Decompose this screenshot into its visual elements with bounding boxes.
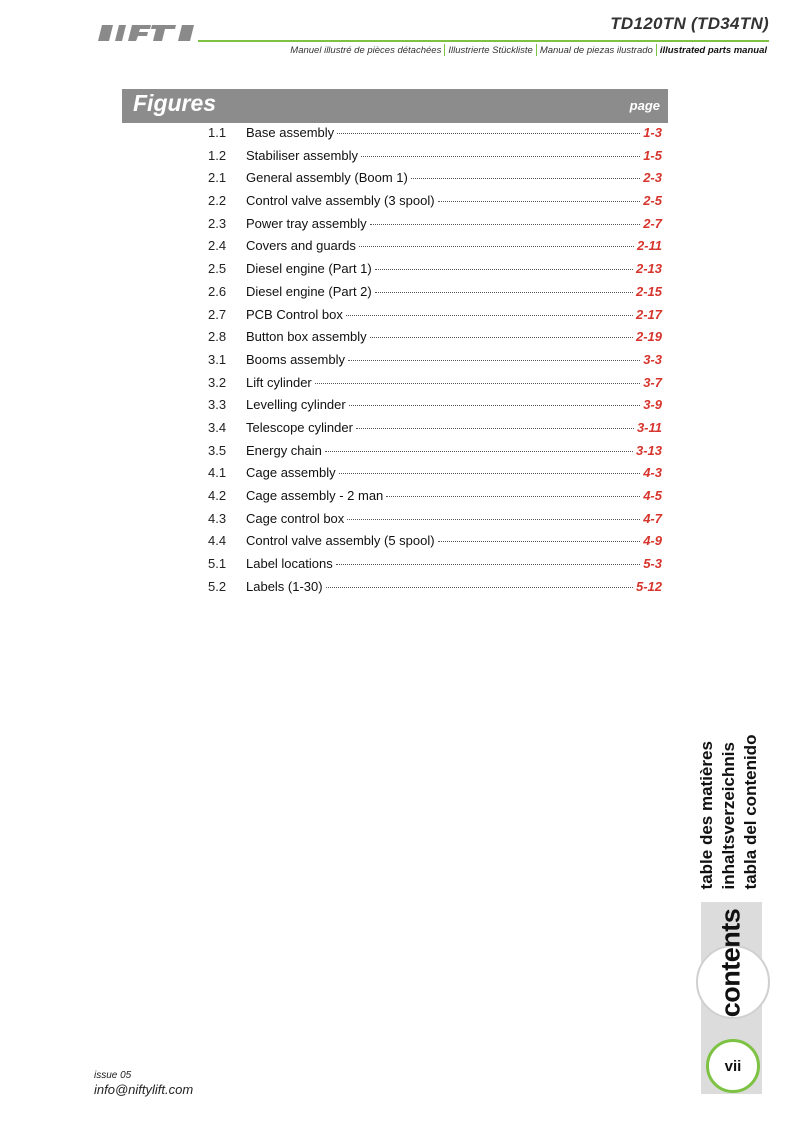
dot-leader <box>347 519 640 520</box>
figure-title: Base assembly <box>246 125 335 140</box>
figure-page-link[interactable]: 2-11 <box>636 238 662 254</box>
figure-title: Lift cylinder <box>246 374 312 390</box>
figure-number: 5.2 <box>208 578 227 594</box>
dot-leader <box>370 337 633 338</box>
figure-title: Labels (1-30) <box>246 578 323 594</box>
figure-title: Control valve assembly (5 spool) <box>246 533 435 549</box>
header-rule <box>198 40 769 42</box>
figure-number: 3.2 <box>208 374 227 390</box>
figure-page-link[interactable]: 4-7 <box>643 510 662 526</box>
figure-title: Levelling cylinder <box>246 397 346 413</box>
dot-leader <box>348 360 640 361</box>
figure-number: 3.4 <box>208 419 227 435</box>
dot-leader <box>349 405 640 406</box>
toc-entry[interactable] <box>208 352 662 375</box>
figure-page-link[interactable]: 3-3 <box>643 351 662 367</box>
figure-title: Covers and guards <box>246 238 356 254</box>
toc-entry[interactable] <box>208 420 662 443</box>
toc-entry[interactable] <box>208 284 662 307</box>
figure-number: 3.5 <box>208 442 227 458</box>
figure-number: 2.3 <box>208 215 227 231</box>
contents-translations <box>696 735 762 890</box>
toc-entry[interactable] <box>208 329 662 352</box>
dot-leader <box>386 496 640 497</box>
dot-leader <box>361 156 640 157</box>
figure-title: PCB Control box <box>246 306 343 322</box>
dot-leader <box>356 428 634 429</box>
contents-tab-label: contents <box>715 908 746 1018</box>
figure-page-link[interactable]: 4-3 <box>643 465 662 481</box>
dot-leader <box>375 269 633 270</box>
toc-entry[interactable] <box>208 488 662 511</box>
lang-english: illustrated parts manual <box>659 44 767 56</box>
toc-entry[interactable] <box>208 579 662 602</box>
figure-number: 4.1 <box>208 465 227 481</box>
figure-title: Telescope cylinder <box>246 419 353 435</box>
figure-title: Cage assembly <box>246 465 336 481</box>
figure-page-link[interactable]: 1-5 <box>643 147 662 163</box>
figure-title: Cage control box <box>246 510 345 526</box>
dot-leader <box>336 564 640 565</box>
figure-page-link[interactable]: 2-15 <box>635 283 662 299</box>
figure-page-link[interactable]: 2-17 <box>635 306 662 322</box>
dot-leader <box>315 383 640 384</box>
lang-german: Illustrierte Stückliste <box>448 44 533 56</box>
dot-leader <box>346 315 633 316</box>
dot-leader <box>411 178 640 179</box>
figure-number: 2.6 <box>208 283 227 299</box>
contact-email[interactable]: info@niftylift.com <box>94 1082 194 1097</box>
toc-entry[interactable] <box>208 465 662 488</box>
toc-entry[interactable] <box>208 261 662 284</box>
figure-number: 4.4 <box>208 533 227 549</box>
figure-page-link[interactable]: 3-13 <box>635 442 662 458</box>
toc-entry[interactable] <box>208 533 662 556</box>
figure-title: Stabiliser assembly <box>246 147 358 163</box>
figure-title: General assembly (Boom 1) <box>246 170 408 186</box>
figure-page-link[interactable]: 5-12 <box>635 578 662 594</box>
dot-leader <box>359 246 634 247</box>
toc-entry[interactable] <box>208 556 662 579</box>
contents-spanish: tabla del contenido <box>741 734 760 890</box>
figure-number: 2.4 <box>208 238 227 254</box>
figure-number: 5.1 <box>208 556 227 572</box>
figure-title: Energy chain <box>246 442 322 458</box>
page-column-label: page <box>629 98 660 113</box>
figure-number: 2.5 <box>208 261 227 277</box>
lang-french: Manuel illustré de pièces détachées <box>290 44 442 56</box>
page-number-badge <box>706 1039 760 1093</box>
figure-page-link[interactable]: 3-9 <box>643 397 662 413</box>
figure-page-link[interactable]: 3-11 <box>636 419 662 435</box>
figure-title: Booms assembly <box>246 351 345 367</box>
figure-title: Power tray assembly <box>246 215 367 231</box>
dot-leader <box>326 587 633 588</box>
figure-number: 1.1 <box>208 125 227 140</box>
dot-leader <box>438 541 641 542</box>
figure-number: 3.1 <box>208 351 227 367</box>
figure-title: Diesel engine (Part 2) <box>246 283 372 299</box>
figure-number: 2.2 <box>208 193 227 209</box>
figure-page-link[interactable]: 2-5 <box>643 193 662 209</box>
footer <box>94 1070 193 1097</box>
dot-leader <box>337 133 640 134</box>
figure-page-link[interactable]: 2-3 <box>643 170 662 186</box>
figures-list <box>208 125 662 601</box>
nifty-lift-logo <box>96 22 196 42</box>
figure-number: 1.2 <box>208 147 227 163</box>
dot-leader <box>370 224 641 225</box>
figure-page-link[interactable]: 4-9 <box>643 533 662 549</box>
figure-page-link[interactable]: 2-13 <box>635 261 662 277</box>
language-bar <box>287 44 767 56</box>
lang-spanish: Manual de piezas ilustrado <box>539 44 653 56</box>
figure-title: Cage assembly - 2 man <box>246 488 384 503</box>
figure-number: 3.3 <box>208 397 227 413</box>
toc-entry[interactable] <box>208 238 662 261</box>
figure-title: Diesel engine (Part 1) <box>246 261 372 277</box>
section-title: Figures <box>133 90 217 116</box>
figure-page-link[interactable]: 3-7 <box>643 374 662 390</box>
model-title: TD120TN (TD34TN) <box>610 14 769 33</box>
figure-page-link[interactable]: 4-5 <box>643 488 662 503</box>
figure-page-link[interactable]: 1-3 <box>643 125 662 140</box>
toc-entry[interactable] <box>208 170 662 193</box>
issue-number: issue 05 <box>94 1070 132 1081</box>
contents-french: table des matières <box>697 741 716 890</box>
toc-entry[interactable] <box>208 397 662 420</box>
page-number: vii <box>724 1057 742 1075</box>
figure-title: Label locations <box>246 556 333 572</box>
toc-entry[interactable] <box>208 216 662 239</box>
dot-leader <box>438 201 641 202</box>
figure-number: 2.7 <box>208 306 227 322</box>
toc-entry[interactable] <box>208 443 662 466</box>
figure-page-link[interactable]: 5-3 <box>643 556 662 572</box>
figure-number: 2.1 <box>208 170 227 186</box>
figure-number: 4.3 <box>208 510 227 526</box>
figure-page-link[interactable]: 2-19 <box>635 329 662 345</box>
figure-page-link[interactable]: 2-7 <box>643 215 662 231</box>
dot-leader <box>325 451 633 452</box>
toc-entry[interactable] <box>208 511 662 534</box>
figure-title: Control valve assembly (3 spool) <box>246 193 435 209</box>
toc-entry[interactable] <box>208 193 662 216</box>
toc-entry[interactable] <box>208 148 662 171</box>
contents-german: inhaltsverzeichnis <box>719 742 738 890</box>
figure-number: 2.8 <box>208 329 227 345</box>
toc-entry[interactable] <box>208 307 662 330</box>
toc-entry[interactable] <box>208 125 662 148</box>
figure-title: Button box assembly <box>246 329 367 345</box>
section-header-bar <box>122 89 668 123</box>
dot-leader <box>375 292 633 293</box>
dot-leader <box>339 473 641 474</box>
figure-number: 4.2 <box>208 488 227 503</box>
toc-entry[interactable] <box>208 375 662 398</box>
